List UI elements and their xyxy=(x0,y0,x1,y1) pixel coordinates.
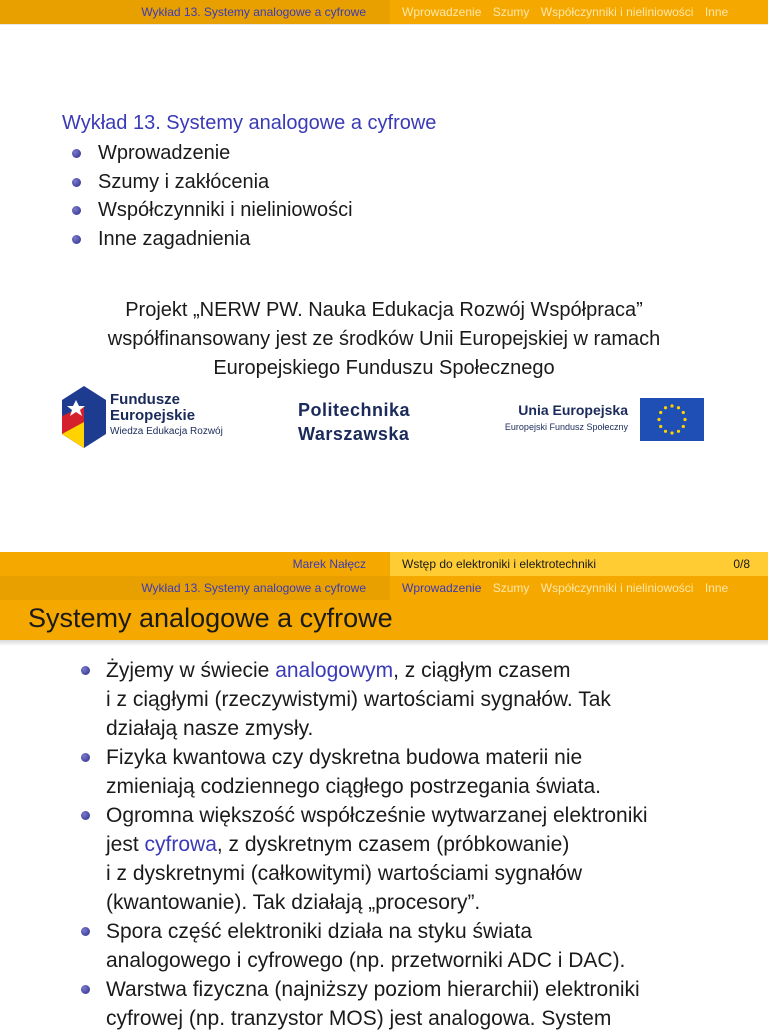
fundusze-europejskie-logo-icon xyxy=(62,386,106,448)
outline-item[interactable] xyxy=(98,139,436,168)
bullet-icon xyxy=(81,753,90,762)
highlight-analog: analogowym xyxy=(275,659,394,682)
text: Żyjemy w świecie xyxy=(106,659,276,682)
title-shadow xyxy=(0,640,768,646)
project-line: Europejskiego Funduszu Społecznego xyxy=(213,357,555,379)
nav-lecture-title[interactable]: Wykład 13. Systemy analogowe a cyfrowe xyxy=(141,5,366,19)
footer-page-number: 0/8 xyxy=(733,557,750,571)
project-statement xyxy=(0,296,768,383)
content-list xyxy=(106,656,746,1033)
content-bullet xyxy=(106,801,746,917)
fundusze-europejskie-text xyxy=(110,392,223,437)
ue-title: Unia Europejska xyxy=(518,402,628,418)
highlight-digital: cyfrowa xyxy=(144,833,217,856)
footer-author-box xyxy=(0,552,390,576)
text: (kwantowanie). Tak działają „procesory”. xyxy=(106,891,481,914)
text: zmieniają codziennego ciągłego postrzegania świata. xyxy=(106,775,601,798)
ue-subtitle: Europejski Fundusz Społeczny xyxy=(504,422,628,432)
text: analogowego i cyfrowego (np. przetworniki ADC i DAC). xyxy=(106,949,626,972)
text: jest xyxy=(106,833,145,856)
nav-section-intro[interactable]: Wprowadzenie xyxy=(402,5,482,19)
nav-sections xyxy=(402,581,736,595)
bullet-icon xyxy=(81,927,90,936)
nav-lecture-title[interactable]: Wykład 13. Systemy analogowe a cyfrowe xyxy=(141,581,366,595)
content-bullet xyxy=(106,743,746,801)
outline-item[interactable] xyxy=(98,196,436,225)
content-bullet xyxy=(106,917,746,975)
pw-line: Politechnika xyxy=(298,400,411,420)
text: działają nasze zmysły. xyxy=(106,717,314,740)
nav-section-other[interactable]: Inne xyxy=(704,5,729,19)
content-bullet xyxy=(106,656,746,743)
nav-section-other[interactable]: Inne xyxy=(704,581,729,595)
footer-course: Wstęp do elektroniki i elektrotechniki xyxy=(402,557,597,571)
footer-author: Marek Nałęcz xyxy=(292,557,366,571)
bullet-icon xyxy=(72,149,81,158)
text: Ogromna większość współcześnie wytwarzanej elektroniki xyxy=(106,804,648,827)
text: Warstwa fizyczna (najniższy poziom hierarchii) elektroniki xyxy=(106,978,640,1001)
slide-footer xyxy=(0,552,768,576)
nav-section-noise[interactable]: Szumy xyxy=(492,581,530,595)
text: Fizyka kwantowa czy dyskretna budowa materii nie xyxy=(106,746,583,769)
content-bullet xyxy=(106,975,746,1033)
text: i z dyskretnymi (całkowitymi) wartościami sygnałów xyxy=(106,862,583,885)
outline-item-label: Współczynniki i nieliniowości xyxy=(98,199,353,221)
bullet-icon xyxy=(81,811,90,820)
bullet-icon xyxy=(72,235,81,244)
frame-title-bar xyxy=(0,600,768,640)
footer-course-box xyxy=(390,552,768,576)
outline-item-label: Inne zagadnienia xyxy=(98,227,251,250)
nav-title-box xyxy=(0,576,390,600)
nav-section-intro[interactable]: Wprowadzenie xyxy=(402,581,482,595)
top-navbar xyxy=(0,0,768,24)
outline-item-label: Szumy i zakłócenia xyxy=(98,170,270,193)
nav-section-noise[interactable]: Szumy xyxy=(492,5,530,19)
nav-divider xyxy=(0,24,768,25)
text: Spora część elektroniki działa na styku świata xyxy=(106,920,533,943)
text: , z dyskretnym czasem (próbkowanie) xyxy=(216,833,570,856)
bullet-icon xyxy=(72,206,81,215)
fe-line: Europejskie xyxy=(110,407,196,424)
text: cyfrowej (np. tranzystor MOS) jest analogowa. System xyxy=(106,1007,612,1030)
nav-section-coefficients[interactable]: Współczynniki i nieliniowości xyxy=(540,581,694,595)
outline-item-label: Wprowadzenie xyxy=(98,142,231,164)
bullet-icon xyxy=(72,178,81,187)
text: , z ciągłym czasem xyxy=(393,659,571,682)
sponsor-logos xyxy=(0,384,768,454)
outline-title[interactable]: Wykład 13. Systemy analogowe a cyfrowe xyxy=(62,112,437,134)
fe-line: Fundusze xyxy=(110,391,180,408)
frame-title: Systemy analogowe a cyfrowe xyxy=(28,603,393,633)
frame-content xyxy=(106,656,746,1033)
second-navbar xyxy=(0,576,768,600)
nav-section-coefficients[interactable]: Współczynniki i nieliniowości xyxy=(540,5,694,19)
project-line: współfinansowany jest ze środków Unii Europejskiej w ramach xyxy=(107,328,661,350)
text: i z ciągłymi (rzeczywistymi) wartościami sygnałów. Tak xyxy=(106,688,611,711)
outline-item[interactable] xyxy=(98,168,436,197)
outline-item[interactable] xyxy=(98,225,436,254)
unia-europejska-text xyxy=(488,402,628,432)
fe-tagline: Wiedza Edukacja Rozwój xyxy=(110,426,223,437)
project-line: Projekt „NERW PW. Nauka Edukacja Rozwój Współpraca” xyxy=(125,299,643,321)
bullet-icon xyxy=(81,985,90,994)
outline-list xyxy=(62,139,436,253)
bullet-icon xyxy=(81,666,90,675)
outline xyxy=(62,112,436,253)
nav-sections xyxy=(402,5,736,19)
nav-title-box xyxy=(0,0,390,24)
pw-line: Warszawska xyxy=(298,424,410,444)
eu-flag-icon xyxy=(640,398,704,441)
politechnika-warszawska-logo xyxy=(298,398,410,446)
